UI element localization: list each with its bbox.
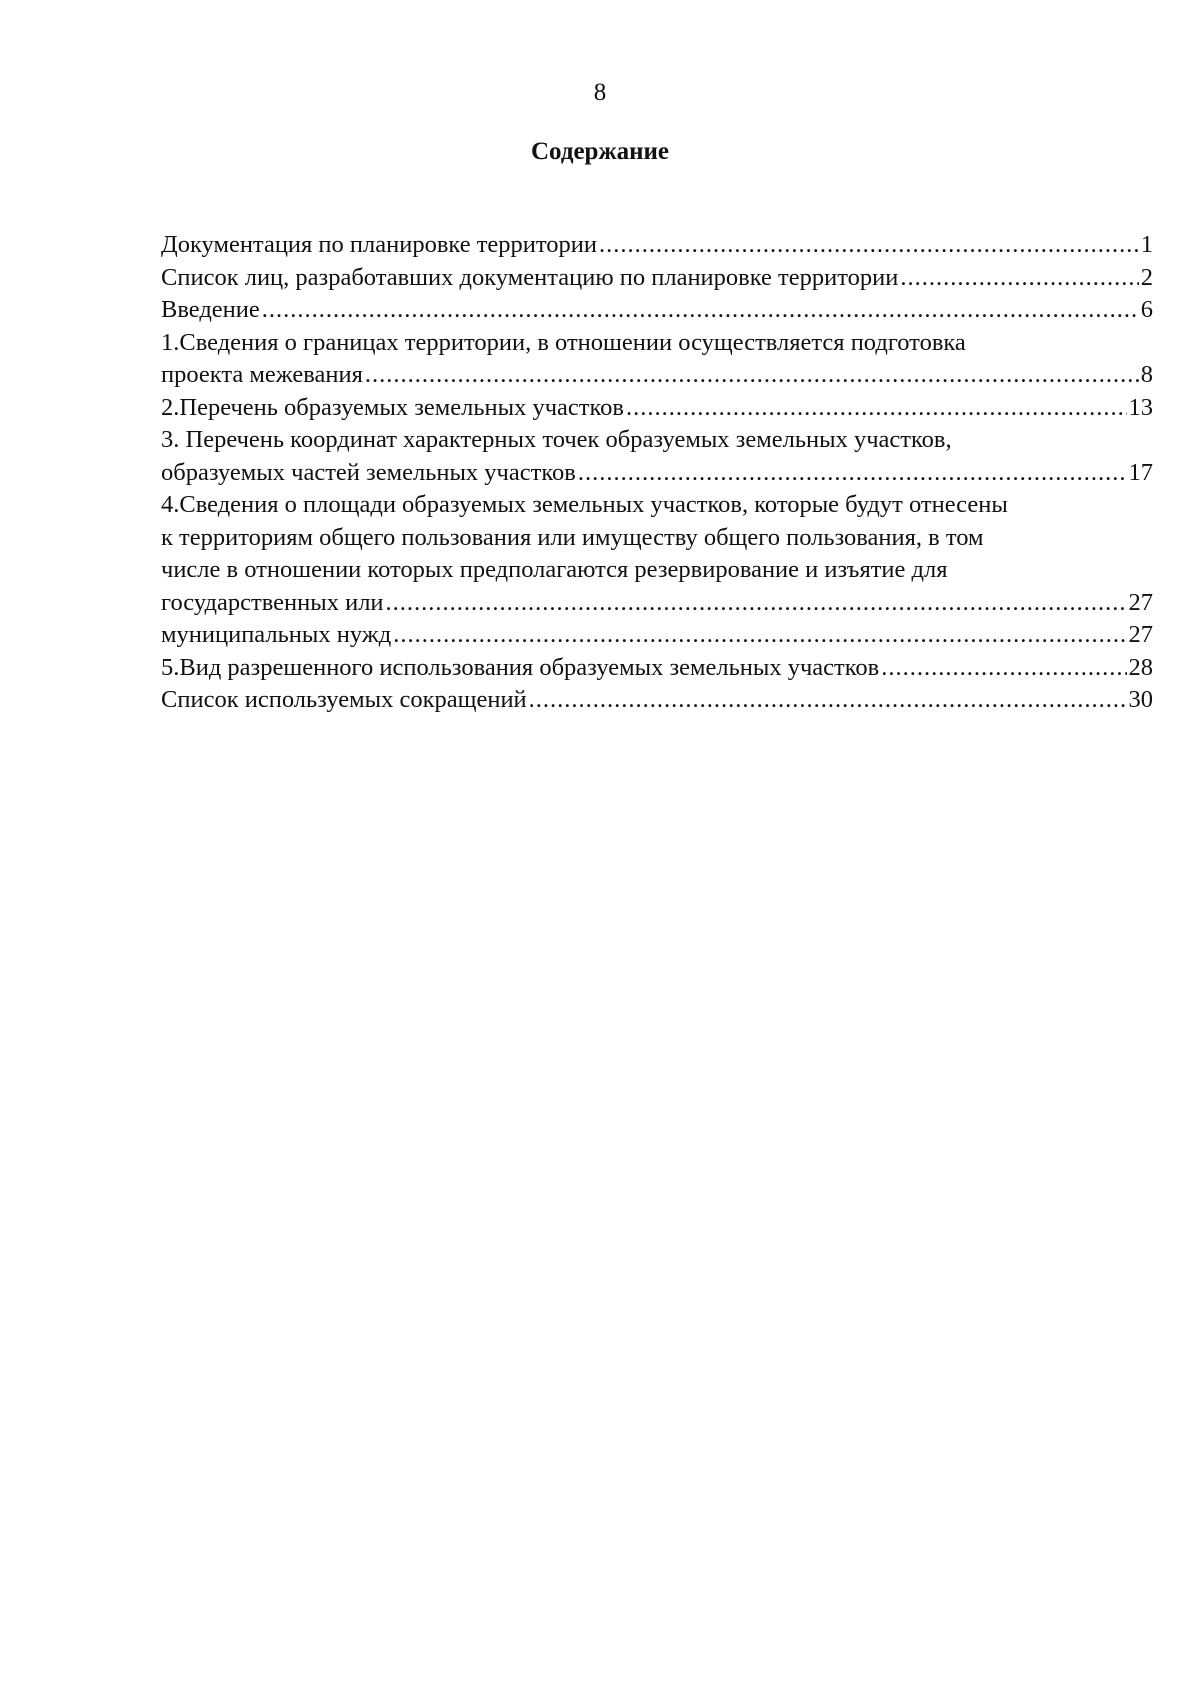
toc-entry-page: 1 — [1140, 231, 1153, 258]
page-number: 8 — [593, 79, 607, 106]
toc-dot-leader — [529, 684, 1127, 717]
toc-entry-label: 2.Перечень образуемых земельных участков — [161, 393, 624, 421]
toc-entry-label: числе в отношении которых предполагаются резервирование и изъятие для — [161, 556, 948, 583]
toc-dot-leader — [262, 294, 1139, 327]
toc-entry-line — [161, 684, 1153, 717]
toc-entry-page: 30 — [1128, 686, 1153, 713]
toc-entry-label: 1.Сведения о границах территории, в отношении осуществляется подготовка — [161, 328, 966, 356]
table-of-contents — [161, 229, 1153, 717]
toc-entry-page: 13 — [1128, 393, 1153, 421]
toc-entry-label: 3. Перечень координат характерных точек образуемых земельных участков, — [161, 426, 952, 453]
toc-entry-line — [161, 392, 1153, 425]
toc-entry-line — [161, 262, 1153, 295]
toc-dot-leader — [365, 359, 1139, 392]
toc-dot-leader — [578, 457, 1127, 490]
toc-entry[interactable] — [161, 294, 1153, 327]
toc-entry-label: муниципальных нужд — [161, 621, 392, 648]
toc-entry-line — [161, 229, 1153, 262]
toc-dot-leader — [881, 652, 1126, 685]
toc-entry-label: Введение — [161, 296, 260, 323]
toc-entry-page: 27 — [1128, 588, 1153, 616]
toc-entry-page: 2 — [1140, 263, 1153, 291]
toc-entry-line — [161, 294, 1153, 327]
toc-dot-leader — [900, 262, 1138, 295]
toc-entry[interactable] — [161, 652, 1153, 685]
toc-entry[interactable] — [161, 619, 1153, 652]
toc-entry-line — [161, 652, 1153, 685]
toc-entry-label: к территориям общего пользования или имуществу общего пользования, в том — [161, 523, 984, 551]
toc-entry-line — [161, 587, 1153, 620]
toc-title: Содержание — [530, 138, 669, 165]
toc-entry-label: проекта межевания — [161, 361, 363, 388]
toc-entry-line — [161, 619, 1153, 652]
toc-entry-line — [161, 457, 1153, 490]
toc-dot-leader — [626, 392, 1127, 425]
toc-entry-label: 5.Вид разрешенного использования образуемых земельных участков — [161, 653, 880, 681]
toc-entry-label: Документация по планировке территории — [161, 231, 598, 258]
toc-entry-label: Список используемых сокращений — [161, 686, 527, 713]
toc-entry[interactable] — [161, 392, 1153, 425]
toc-entry-page: 8 — [1140, 361, 1153, 388]
toc-entry-label: 4.Сведения о площади образуемых земельных участков, которые будут отнесены — [161, 491, 1008, 518]
toc-entry-label: государственных или — [161, 588, 384, 616]
toc-entry[interactable] — [161, 684, 1153, 717]
toc-entry[interactable] — [161, 424, 1153, 489]
toc-entry[interactable] — [161, 327, 1153, 392]
toc-dot-leader — [393, 619, 1126, 652]
toc-entry[interactable] — [161, 262, 1153, 295]
toc-entry-label: образуемых частей земельных участков — [161, 458, 576, 486]
toc-entry-page: 17 — [1128, 458, 1153, 486]
toc-entry-label: Список лиц, разработавших документацию по планировке территории — [161, 263, 899, 291]
toc-entry[interactable] — [161, 489, 1153, 619]
toc-entry-page: 28 — [1128, 653, 1153, 681]
toc-entry-line — [161, 359, 1153, 392]
toc-entry-page: 27 — [1128, 621, 1153, 648]
toc-entry-page: 6 — [1140, 296, 1153, 323]
toc-dot-leader — [599, 229, 1139, 262]
toc-dot-leader — [386, 587, 1127, 620]
toc-entry[interactable] — [161, 229, 1153, 262]
